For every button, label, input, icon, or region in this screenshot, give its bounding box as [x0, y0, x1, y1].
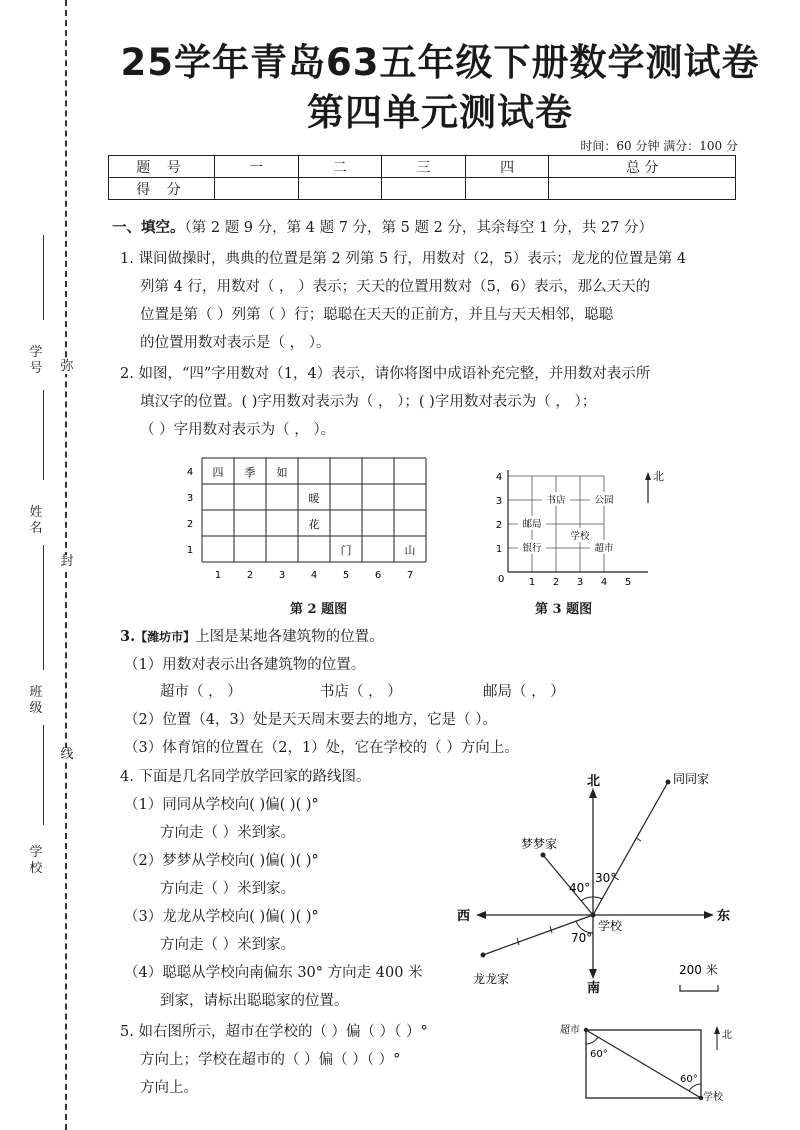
q4-item-line: （4）聪聪从学校向南偏东 30° 方向走 400 米	[124, 965, 423, 981]
fig3-north-label: 北	[653, 470, 664, 483]
y-tick-label: 2	[186, 519, 194, 530]
page-subtitle: 第四单元测试卷	[307, 91, 573, 134]
score-cell: 题 号	[109, 156, 215, 178]
x-tick-label: 1	[528, 577, 536, 588]
score-input-cell[interactable]	[382, 178, 466, 200]
grid-char: 四	[212, 466, 224, 479]
angle-arc-bottom	[689, 1084, 701, 1091]
score-table	[108, 155, 736, 200]
place-label: 银行	[522, 543, 542, 554]
longlong-home-point	[481, 953, 486, 958]
west-arrow-head	[476, 911, 486, 919]
route-tongtong	[593, 782, 668, 915]
score-input-cell[interactable]	[298, 178, 382, 200]
q4-item-line: 到家，请标出聪聪家的位置。	[160, 993, 349, 1009]
q3-sub2: （2）位置（4，3）处是天天周末要去的地方，它是（ ）。	[124, 712, 498, 728]
q2-line: （ ）字用数对表示为（ ， ）。	[140, 422, 336, 438]
score-cell: 总 分	[549, 156, 736, 178]
angle-arc-tongtong	[593, 897, 602, 899]
grid-char: 季	[244, 466, 256, 479]
scale-label: 200 米	[679, 963, 718, 977]
south-label: 南	[587, 981, 601, 996]
q1-line: 位置是第（ ）列第（ ）行；聪聪在天天的正前方，并且与天天相邻，聪聪	[140, 307, 614, 323]
y-tick-label: 1	[186, 545, 194, 556]
west-label: 西	[457, 909, 471, 924]
x-tick-label: 6	[374, 570, 382, 581]
score-cell: 得 分	[109, 178, 215, 200]
supermarket-label: 超市	[560, 1025, 580, 1036]
tongtong-home-label: 同同家	[673, 772, 710, 786]
q4-item-line: 方向走（ ）米到家。	[160, 825, 296, 841]
cut-mark-feng: 封	[60, 554, 74, 569]
fig2-grid	[180, 452, 440, 587]
q2-line: 2. 如图，“四”字用数对（1，4）表示，请你将图中成语补充完整，并用数对表示所	[120, 366, 651, 382]
place-label: 书店	[546, 495, 566, 506]
score-cell: 三	[382, 156, 466, 178]
y-tick-label: 1	[495, 544, 503, 555]
section-heading-text: 一、填空。	[112, 219, 185, 236]
q5-line: 方向上；学校在超市的（ ）偏（ ）（ ）°	[140, 1052, 401, 1068]
q4-route-diagram	[455, 770, 745, 1000]
mengmeng-home-label: 梦梦家	[521, 837, 558, 851]
route-tick	[636, 838, 641, 841]
q5-line: 方向上。	[140, 1080, 198, 1096]
q4-item-line: （2）梦梦从学校向( )偏( )( )°	[124, 853, 319, 869]
north-arrow-head	[714, 1026, 720, 1034]
angle-label-tongtong: 30°	[595, 871, 617, 885]
fig3-caption: 第 3 题图	[535, 602, 593, 617]
name-line	[43, 390, 44, 480]
page-title: 25学年青岛63五年级下册数学测试卷	[120, 41, 760, 84]
place-label: 学校	[570, 531, 590, 542]
q5-north-label: 北	[722, 1030, 732, 1041]
score-input-cell[interactable]	[465, 178, 549, 200]
grid-char: 门	[340, 544, 352, 557]
x-tick-label: 1	[214, 570, 222, 581]
y-tick-label: 3	[495, 496, 503, 507]
angle-label-mengmeng: 40°	[569, 881, 591, 895]
q4-item-line: （1）同同从学校向( )偏( )( )°	[124, 797, 319, 813]
x-tick-label: 7	[406, 570, 414, 581]
supermarket-point	[584, 1028, 588, 1032]
q3-title	[120, 627, 384, 647]
east-arrow-head	[704, 911, 714, 919]
east-label: 东	[717, 909, 731, 924]
tongtong-home-point	[666, 780, 671, 785]
student-number-label: 学号	[29, 345, 43, 376]
y-tick-label: 4	[186, 467, 194, 478]
q4-item-line: 方向走（ ）米到家。	[160, 937, 296, 953]
q1-line: 1. 课间做操时，典典的位置是第 2 列第 5 行，用数对（2，5）表示；龙龙的位置是第 4	[120, 251, 687, 267]
north-label: 北	[587, 774, 601, 789]
angle-arc-top	[586, 1037, 598, 1044]
grid-char: 暖	[308, 492, 320, 505]
mengmeng-home-point	[541, 853, 546, 858]
school-label: 学校	[29, 845, 43, 876]
grid-char: 花	[308, 518, 320, 531]
x-tick-label: 3	[278, 570, 286, 581]
student-number-line	[43, 235, 44, 320]
place-label: 邮局	[522, 519, 542, 530]
q4-title: 4. 下面是几名同学放学回家的路线图。	[120, 769, 371, 785]
scale-bar	[680, 985, 718, 991]
class-line	[43, 545, 44, 670]
north-arrow-head	[589, 788, 597, 798]
place-label: 公园	[594, 495, 614, 506]
angle-label-longlong: 70°	[571, 931, 593, 945]
origin-label: 0	[498, 574, 505, 585]
q3-source: 【潍坊市】	[135, 630, 196, 644]
fig2-caption: 第 2 题图	[290, 602, 348, 617]
score-cell: 二	[298, 156, 382, 178]
q3-number: 3.	[120, 628, 136, 645]
q1-line: 列第 4 行，用数对（ ， ）表示；天天的位置用数对（5，6）表示，那么天天的	[140, 279, 651, 295]
angle-arc-mengmeng	[581, 897, 593, 901]
q5-line: 5. 如右图所示，超市在学校的（ ）偏（ ）（ ）°	[120, 1024, 428, 1040]
grid-char: 山	[404, 544, 416, 557]
school-point	[591, 913, 596, 918]
school-label: 学校	[598, 919, 623, 933]
longlong-home-label: 龙龙家	[473, 972, 510, 986]
score-input-cell[interactable]	[549, 178, 736, 200]
grid-char: 如	[276, 466, 288, 479]
q3-sub3: （3）体育馆的位置在（2，1）处，它在学校的（ ）方向上。	[124, 740, 519, 756]
q5-school-label: 学校	[703, 1092, 723, 1103]
place-label: 超市	[594, 543, 614, 554]
x-tick-label: 5	[342, 570, 350, 581]
cut-mark-mi: 弥	[60, 359, 74, 374]
cut-mark-xian: 线	[60, 747, 74, 762]
y-tick-label: 2	[495, 520, 503, 531]
angle-label-bottom: 60°	[680, 1074, 698, 1085]
q3-sub1: （1）用数对表示出各建筑物的位置。	[124, 657, 366, 673]
q4-item-line: （3）龙龙从学校向( )偏( )( )°	[124, 909, 319, 925]
q4-item-line: 方向走（ ）米到家。	[160, 881, 296, 897]
score-table-header-row	[109, 156, 736, 178]
score-cell: 一	[215, 156, 299, 178]
y-tick-label: 4	[495, 472, 503, 483]
q5-diagonal	[586, 1030, 701, 1098]
q1-line: 的位置用数对表示是（ ， ）。	[140, 335, 331, 351]
x-tick-label: 2	[246, 570, 254, 581]
name-label: 姓名	[29, 505, 43, 536]
angle-label-top: 60°	[590, 1049, 608, 1060]
x-tick-label: 5	[624, 577, 632, 588]
section-heading-note: （第 2 题 9 分，第 4 题 7 分，第 5 题 2 分，其余每空 1 分，共 27 分）	[184, 220, 654, 236]
q3-item: 超市（ ， ）	[160, 684, 242, 700]
section-heading	[112, 218, 653, 238]
y-tick-label: 3	[186, 493, 194, 504]
score-table-score-row	[109, 178, 736, 200]
x-tick-label: 4	[310, 570, 318, 581]
q2-line: 填汉字的位置。( )字用数对表示为（ ， ）；( )字用数对表示为（ ， ）；	[140, 394, 597, 410]
class-label: 班级	[29, 685, 43, 716]
score-input-cell[interactable]	[215, 178, 299, 200]
x-tick-label: 2	[552, 577, 560, 588]
south-arrow-head	[589, 969, 597, 979]
x-tick-label: 3	[576, 577, 584, 588]
q3-item: 书店（ ， ）	[320, 684, 402, 700]
school-line	[43, 725, 44, 825]
q5-diagram	[560, 1020, 745, 1112]
q3-item: 邮局（ ， ）	[483, 684, 565, 700]
north-arrow-head	[645, 472, 651, 480]
q3-title-text: 上图是某地各建筑物的位置。	[195, 629, 384, 645]
x-tick-label: 4	[600, 577, 608, 588]
score-cell: 四	[465, 156, 549, 178]
time-info: 时间：60 分钟 满分：100 分	[580, 139, 738, 153]
fig3-map	[490, 458, 665, 593]
